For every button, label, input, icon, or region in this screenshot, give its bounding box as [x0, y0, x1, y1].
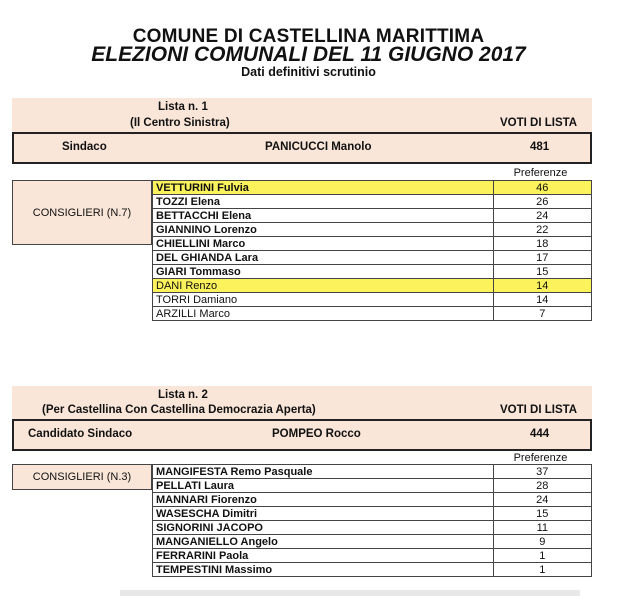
- councillor-preferences: 28: [493, 479, 591, 493]
- councillor-name: VETTURINI Fulvia: [153, 181, 494, 195]
- councillor-preferences: 24: [493, 209, 591, 223]
- councillor-name: TOZZI Elena: [153, 195, 494, 209]
- councillor-name: FERRARINI Paola: [153, 549, 494, 563]
- councillor-row: [153, 265, 592, 279]
- list1-mayor-label: Sindaco: [62, 141, 107, 153]
- list1-preferences-header: Preferenze: [513, 167, 568, 179]
- councillor-name: TORRI Damiano: [153, 293, 494, 307]
- list2-councillors-label: CONSIGLIERI (N.3): [12, 464, 152, 490]
- list2-votes-header: VOTI DI LISTA: [500, 404, 578, 416]
- councillor-row: [153, 293, 592, 307]
- results-subtitle: Dati definitivi scrutinio: [241, 65, 376, 79]
- list2-councillors-table: [152, 464, 592, 577]
- councillor-row: [153, 209, 592, 223]
- councillor-name: MANNARI Fiorenzo: [153, 493, 494, 507]
- list1-councillors-label: CONSIGLIERI (N.7): [12, 180, 152, 245]
- election-title: ELEZIONI COMUNALI DEL 11 GIUGNO 2017: [91, 43, 526, 66]
- list2-preferences-header: Preferenze: [513, 452, 568, 464]
- footer-faded-text: [120, 590, 580, 596]
- councillor-preferences: 1: [493, 563, 591, 577]
- councillor-row: [153, 549, 592, 563]
- councillor-preferences: 24: [493, 493, 591, 507]
- list1-mayor-votes: 481: [530, 141, 550, 153]
- councillor-row: [153, 223, 592, 237]
- list1-votes-header: VOTI DI LISTA: [500, 117, 578, 129]
- list2-mayor-name: POMPEO Rocco: [272, 428, 361, 440]
- councillor-preferences: 7: [493, 307, 591, 321]
- councillor-name: CHIELLINI Marco: [153, 237, 494, 251]
- list2-subtitle: (Per Castellina Con Castellina Democrazia Aperta): [42, 404, 316, 416]
- councillor-preferences: 14: [493, 279, 591, 293]
- councillor-preferences: 26: [493, 195, 591, 209]
- councillor-preferences: 15: [493, 507, 591, 521]
- councillor-row: [153, 279, 592, 293]
- councillor-row: [153, 563, 592, 577]
- councillor-row: [153, 195, 592, 209]
- councillor-row: [153, 535, 592, 549]
- councillor-preferences: 11: [493, 521, 591, 535]
- councillor-preferences: 9: [493, 535, 591, 549]
- councillor-row: [153, 521, 592, 535]
- councillor-name: MANGIFESTA Remo Pasquale: [153, 465, 494, 479]
- municipality-title: COMUNE DI CASTELLINA MARITTIMA: [132, 26, 485, 47]
- list2-title: Lista n. 2: [158, 389, 208, 401]
- councillor-name: GIANNINO Lorenzo: [153, 223, 494, 237]
- list1-subtitle: (Il Centro Sinistra): [130, 117, 230, 129]
- list1-councillors-table: [152, 180, 592, 321]
- councillor-row: [153, 507, 592, 521]
- councillor-row: [153, 251, 592, 265]
- councillor-name: PELLATI Laura: [153, 479, 494, 493]
- councillor-name: WASESCHA Dimitri: [153, 507, 494, 521]
- councillor-name: DEL GHIANDA Lara: [153, 251, 494, 265]
- councillor-name: GIARI Tommaso: [153, 265, 494, 279]
- councillor-row: [153, 181, 592, 195]
- councillor-preferences: 18: [493, 237, 591, 251]
- councillor-name: SIGNORINI JACOPO: [153, 521, 494, 535]
- councillor-name: DANI Renzo: [153, 279, 494, 293]
- councillor-preferences: 14: [493, 293, 591, 307]
- list2-mayor-label: Candidato Sindaco: [28, 428, 133, 440]
- councillor-row: [153, 479, 592, 493]
- list2-mayor-votes: 444: [530, 428, 550, 440]
- councillor-row: [153, 237, 592, 251]
- councillor-name: BETTACCHI Elena: [153, 209, 494, 223]
- councillor-preferences: 46: [493, 181, 591, 195]
- councillor-preferences: 37: [493, 465, 591, 479]
- list1-mayor-name: PANICUCCI Manolo: [265, 141, 372, 153]
- list1-title: Lista n. 1: [158, 101, 208, 113]
- councillor-row: [153, 465, 592, 479]
- councillor-name: MANGANIELLO Angelo: [153, 535, 494, 549]
- councillor-preferences: 17: [493, 251, 591, 265]
- councillor-name: TEMPESTINI Massimo: [153, 563, 494, 577]
- councillor-row: [153, 307, 592, 321]
- councillor-preferences: 1: [493, 549, 591, 563]
- councillor-name: ARZILLI Marco: [153, 307, 494, 321]
- councillor-preferences: 22: [493, 223, 591, 237]
- councillor-preferences: 15: [493, 265, 591, 279]
- councillor-row: [153, 493, 592, 507]
